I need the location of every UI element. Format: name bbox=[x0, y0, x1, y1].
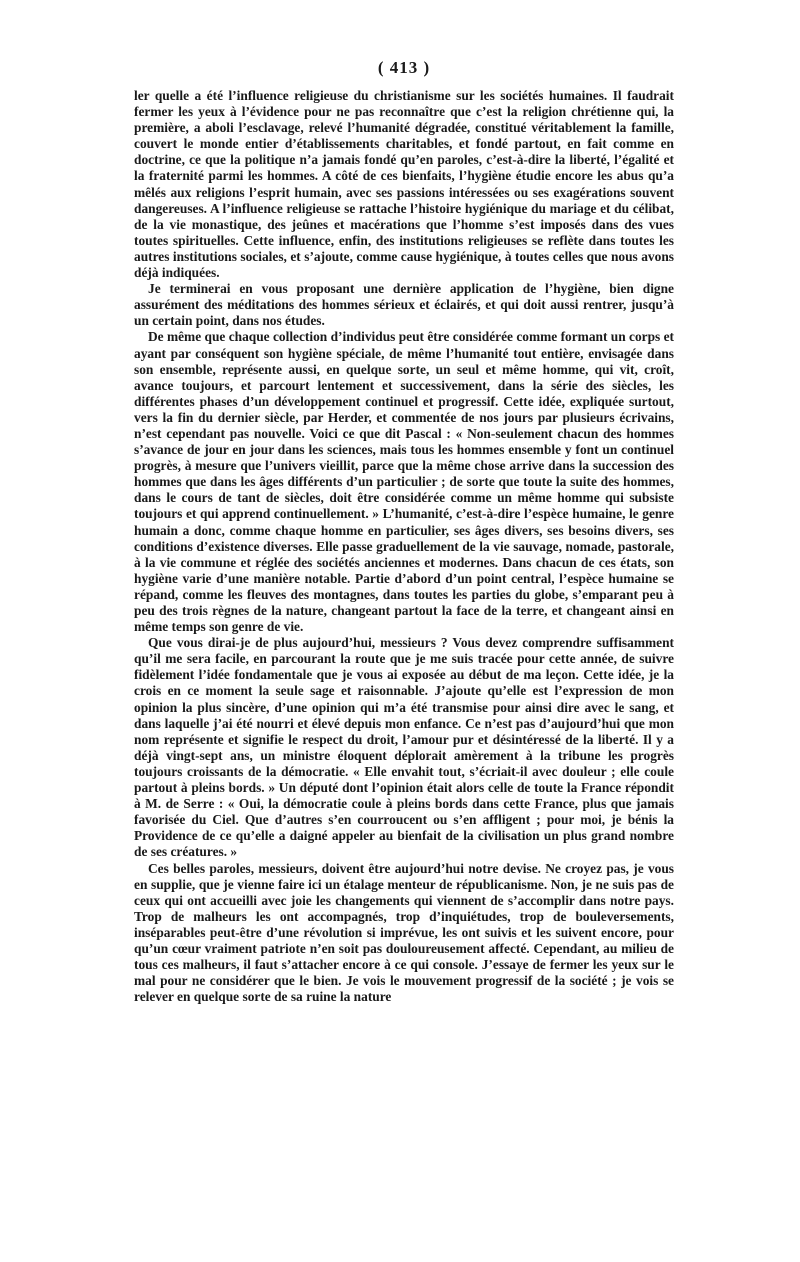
page-number: ( 413 ) bbox=[377, 58, 431, 77]
document-page bbox=[134, 58, 674, 1005]
paragraph-3: De même que chaque collection d’individus peut être considérée comme formant un corps et ayant par conséquent son hygiène spéciale, de même l’humanité tout entière, envisagée dans son ensemble, représente aussi, en quelque sorte, un seul et même homme, qui vit, croît, avance toujours, et parcourt lentement et successivement, dans la série des siècles, les différentes phases d’un développement continuel et progressif. Cette idée, expliquée surtout, vers la fin du dernier siècle, par Herder, et commentée de nos jours par plusieurs écrivains, n’est cependant pas nouvelle. Voici ce que dit Pascal : « Non-seulement chacun des hommes s’avance de jour en jour dans les sciences, mais tous les hommes ensemble y font un continuel progrès, à mesure que l’univers vieillit, parce que la même chose arrive dans la succession des hommes que dans les âges différents d’un particulier ; de sorte que toute la suite des hommes, dans le cours de tant de siècles, doit être considérée comme un même homme qui subsiste toujours et qui apprend continuellement. » L’humanité, c’est-à-dire l’espèce humaine, le genre humain a donc, comme chaque homme en particulier, ses âges divers, ses besoins divers, ses conditions d’existence diverses. Elle passe graduellement de la vie sauvage, nomade, pastorale, à la vie commune et réglée des sociétés anciennes et modernes. Dans chacun de ces états, son hygiène varie d’une manière notable. Partie d’abord d’un point central, l’espèce humaine se répand, comme les fleuves des montagnes, dans toutes les parties du globe, s’emparant peu à peu des trois règnes de la nature, changeant partout la face de la terre, et changeant ainsi en même temps son genre de vie. bbox=[134, 329, 675, 635]
text-body bbox=[134, 88, 674, 1005]
paragraph-1: ler quelle a été l’influence religieuse du christianisme sur les sociétés humaines. Il faudrait fermer les yeux à l’évidence pour ne pas reconnaître que c’est la religion chrétienne qui, la première, a aboli l’esclavage, relevé l’humanité dégradée, constitué véritablement la famille, couvert le monde entier d’établissements charitables, et fondé partout, en fait comme en doctrine, ce que la politique n’a jamais fondé qu’en paroles, c’est-à-dire la liberté, l’égalité et la fraternité parmi les hommes. A côté de ces bienfaits, l’hygiène étudie encore les abus qu’a mêlés aux religions l’esprit humain, avec ses passions intéressées ou ses exagérations souvent dangereuses. A l’influence religieuse se rattache l’histoire hygiénique du mariage et du célibat, de la vie monastique, des jeûnes et macérations que l’homme s’est imposés dans des vues toutes spirituelles. Cette influence, enfin, des institutions religieuses se reflète dans toutes les autres institutions sociales, et s’ajoute, comme cause hygiénique, à toutes celles que nous avons déjà indiquées. bbox=[134, 88, 674, 281]
paragraph-5: Ces belles paroles, messieurs, doivent être aujourd’hui notre devise. Ne croyez pas, je vous en supplie, que je vienne faire ici un étalage menteur de républicanisme. Non, je ne suis pas de ceux qui ont accueilli avec joie les changements qui viennent de s’accomplir dans notre pays. Trop de malheurs les ont accompagnés, trop d’inquiétudes, trop de bouleversements, inséparables peut-être d’une révolution si imprévue, les ont suivis et les suivent encore, pour qu’un cœur vraiment patriote n’en soit pas douloureusement affecté. Cependant, au milieu de tous ces malheurs, il faut s’attacher encore à ce qui console. J’essaye de fermer les yeux sur le mal pour ne considérer que le bien. Je vois le mouvement progressif de la société ; je vois se relever en quelque sorte de sa ruine la nature bbox=[134, 860, 674, 1005]
paragraph-2: Je terminerai en vous proposant une dernière application de l’hygiène, bien digne assurément des méditations des hommes sérieux et éclairés, et qui doit aussi rentrer, jusqu’à un certain point, dans nos études. bbox=[134, 281, 674, 329]
paragraph-4: Que vous dirai-je de plus aujourd’hui, messieurs ? Vous devez comprendre suffisamment qu’il me sera facile, en parcourant la route que je me suis tracée pour cette année, de suivre fidèlement l’idée fondamentale que je vous ai exposée au début de ma leçon. Cette idée, je la crois en ce moment la seule sage et raisonnable. J’ajoute qu’elle est l’expression de mon opinion la plus sincère, d’une opinion qui m’a été transmise pour ainsi dire avec le sang, et dans laquelle j’ai été nourri et élevé depuis mon enfance. Ce n’est pas d’aujourd’hui que mon nom représente et signifie le respect du droit, l’amour pur et désintéressé de la liberté. Il y a déjà vingt-sept ans, un ministre éloquent déplorait amèrement à la tribune les progrès toujours croissants de la démocratie. « Elle envahit tout, s’écriait-il avec douleur ; elle coule partout à pleins bords. » Un député dont l’opinion était alors celle de toute la France répondit à M. de Serre : « Oui, la démocratie coule à pleins bords dans cette France, plus que jamais favorisée du Ciel. Que d’autres s’en courroucent ou s’en affligent ; pour moi, je bénis la Providence de ce qu’elle a daigné appeler au bienfait de la civilisation un plus grand nombre de ses créatures. » bbox=[134, 635, 674, 860]
